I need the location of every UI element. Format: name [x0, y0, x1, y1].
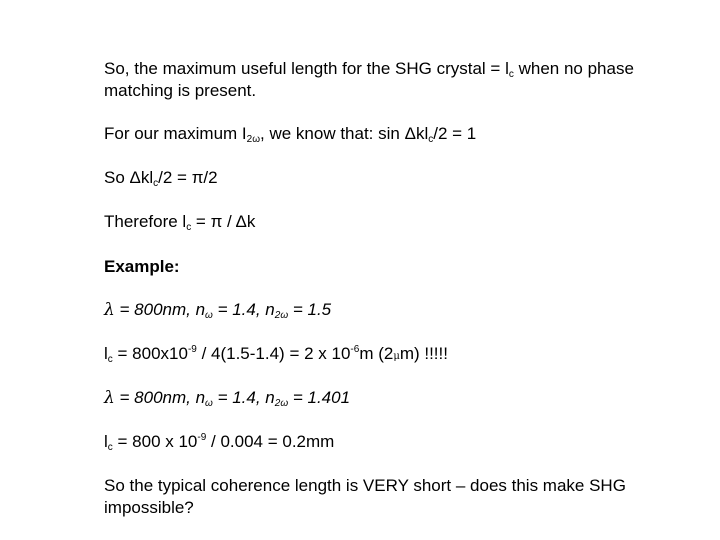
lambda-symbol: λ	[104, 300, 115, 320]
max-length-statement	[104, 59, 634, 79]
example-1-calculation	[104, 344, 448, 367]
subscript-c: c	[186, 222, 192, 233]
condition-text-mid: , we know that: sin Δkl	[260, 124, 429, 143]
max-length-text-end: when no phase	[513, 59, 634, 78]
calc-text: = 800x10	[112, 344, 188, 363]
calc-l: l	[104, 344, 108, 363]
superscript-exp: -6	[350, 344, 360, 355]
mu-symbol: μ	[393, 351, 400, 362]
calc-text-unit: m (2	[359, 344, 394, 363]
subscript-2omega: 2ω	[274, 310, 289, 321]
phase-eq-text-end: /2 = π/2	[158, 168, 218, 187]
lambda-symbol: λ	[104, 388, 115, 408]
subscript-c: c	[428, 134, 434, 145]
params-text: = 800nm, n	[114, 388, 206, 407]
calc-text-mid: / 4(1.5-1.4) = 2 x 10	[196, 344, 351, 363]
params-text-end: = 1.401	[288, 388, 351, 407]
example-1-parameters	[104, 300, 331, 320]
superscript-exp: -9	[187, 344, 197, 355]
formula-text: Therefore l	[104, 212, 187, 231]
superscript-exp: -9	[197, 432, 207, 443]
subscript-c: c	[107, 442, 113, 453]
max-length-statement-cont: matching is present.	[104, 81, 257, 100]
subscript-omega: ω	[205, 310, 213, 321]
calc-text: = 800 x 10	[112, 432, 198, 451]
calc-text-end: / 0.004 = 0.2mm	[206, 432, 335, 451]
subscript-omega: ω	[205, 398, 213, 409]
params-text-mid: = 1.4, n	[212, 388, 275, 407]
formula-text-end: = π / Δk	[191, 212, 256, 231]
phase-equation	[104, 168, 218, 188]
example-2-calculation	[104, 432, 334, 452]
subscript-c: c	[508, 69, 514, 80]
subscript-c: c	[153, 178, 159, 189]
max-length-text: So, the maximum useful length for the SHG crystal = l	[104, 59, 509, 78]
calc-l: l	[104, 432, 108, 451]
conclusion-line-1: So the typical coherence length is VERY short – does this make SHG	[104, 476, 626, 495]
conclusion-line-2: impossible?	[104, 498, 194, 517]
subscript-c: c	[107, 354, 113, 365]
calc-text-end: m) !!!!!	[399, 344, 448, 363]
max-intensity-condition	[104, 124, 476, 144]
condition-text: For our maximum I	[104, 124, 247, 143]
subscript-2omega: 2ω	[246, 134, 261, 145]
condition-text-end: /2 = 1	[433, 124, 477, 143]
params-text: = 800nm, n	[114, 300, 206, 319]
params-text-mid: = 1.4, n	[212, 300, 275, 319]
coherence-length-formula	[104, 212, 255, 232]
params-text-end: = 1.5	[288, 300, 332, 319]
example-2-parameters	[104, 388, 350, 408]
example-heading: Example:	[104, 257, 180, 276]
subscript-2omega: 2ω	[274, 398, 289, 409]
phase-eq-text: So Δkl	[104, 168, 154, 187]
